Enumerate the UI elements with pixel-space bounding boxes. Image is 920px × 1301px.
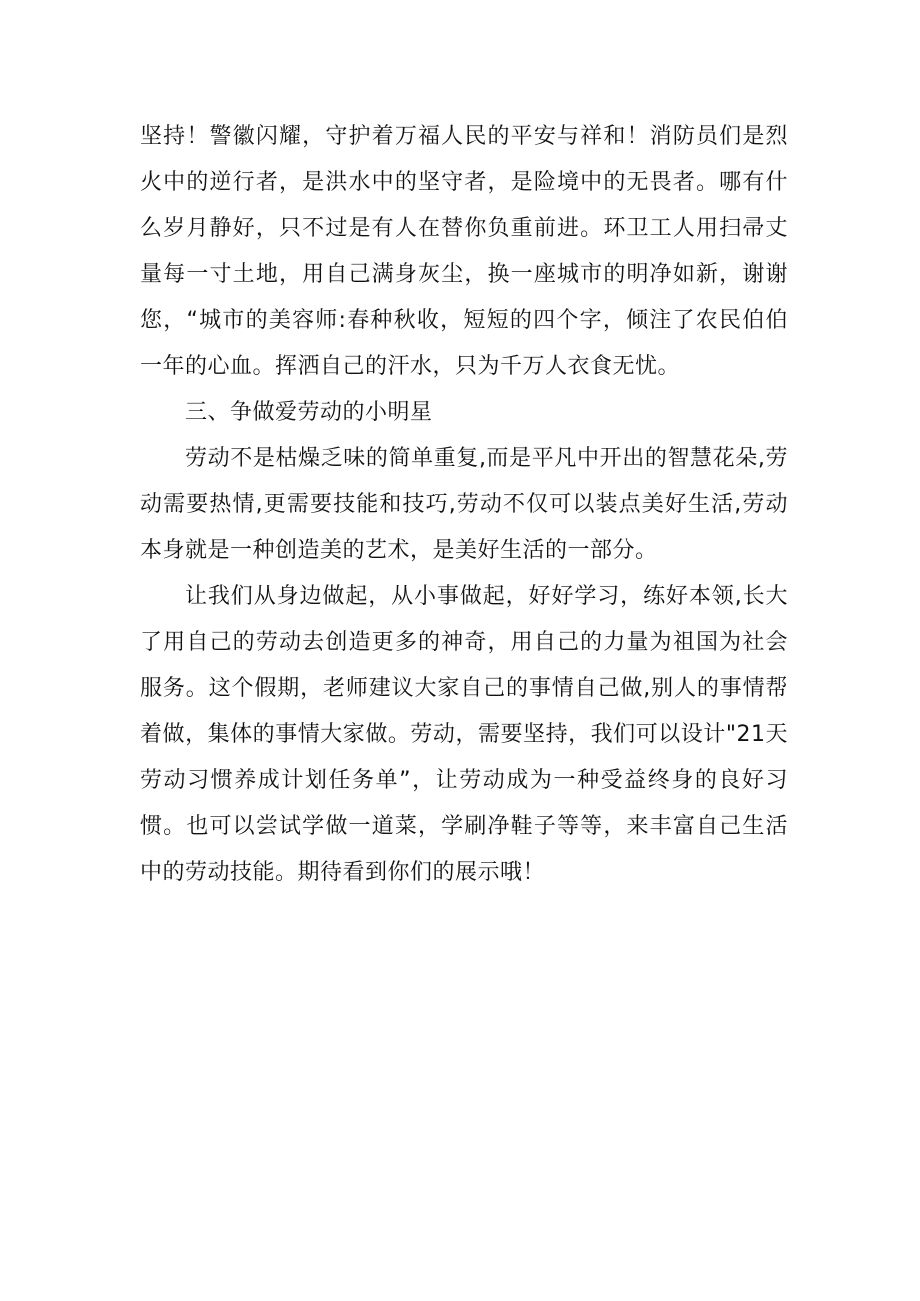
paragraph-start-from-self: 让我们从身边做起，从小事做起，好好学习，练好本领,长大了用自己的劳动去创造更多的神奇，用自己的力量为祖国为社会服务。这个假期，老师建议大家自己的事情自己做,别人的事情帮着做，集体的事情大家做。劳动，需要坚持，我们可以设计"21天劳动习惯养成计划任务单”，让劳动成为一种受益终身的良好习惯。也可以尝试学做一道菜，学刷净鞋子等等，来丰富自己生活中的劳动技能。期待看到你们的展示哦！ — [140, 584, 788, 885]
paragraph-labor-art: 劳动不是枯燥乏味的简单重复,而是平凡中开出的智慧花朵,劳动需要热情,更需要技能和技巧,劳动不仅可以装点美好生活,劳动本身就是一种创造美的艺术，是美好生活的一部分。 — [140, 446, 788, 563]
paragraph-continued: 坚持！警徽闪耀，守护着万福人民的平安与祥和！消防员们是烈火中的逆行者，是洪水中的坚守者，是险境中的无畏者。哪有什么岁月静好，只不过是有人在替你负重前进。环卫工人用扫帚丈量每一寸土地，用自己满身灰尘，换一座城市的明净如新，谢谢您，“城市的美容师:春种秋收，短短的四个字，倾注了农民伯伯一年的心血。挥洒自己的汗水，只为千万人衣食无忧。 — [140, 124, 788, 379]
document-body — [140, 114, 788, 896]
section-heading: 三、争做爱劳动的小明星 — [185, 400, 433, 425]
